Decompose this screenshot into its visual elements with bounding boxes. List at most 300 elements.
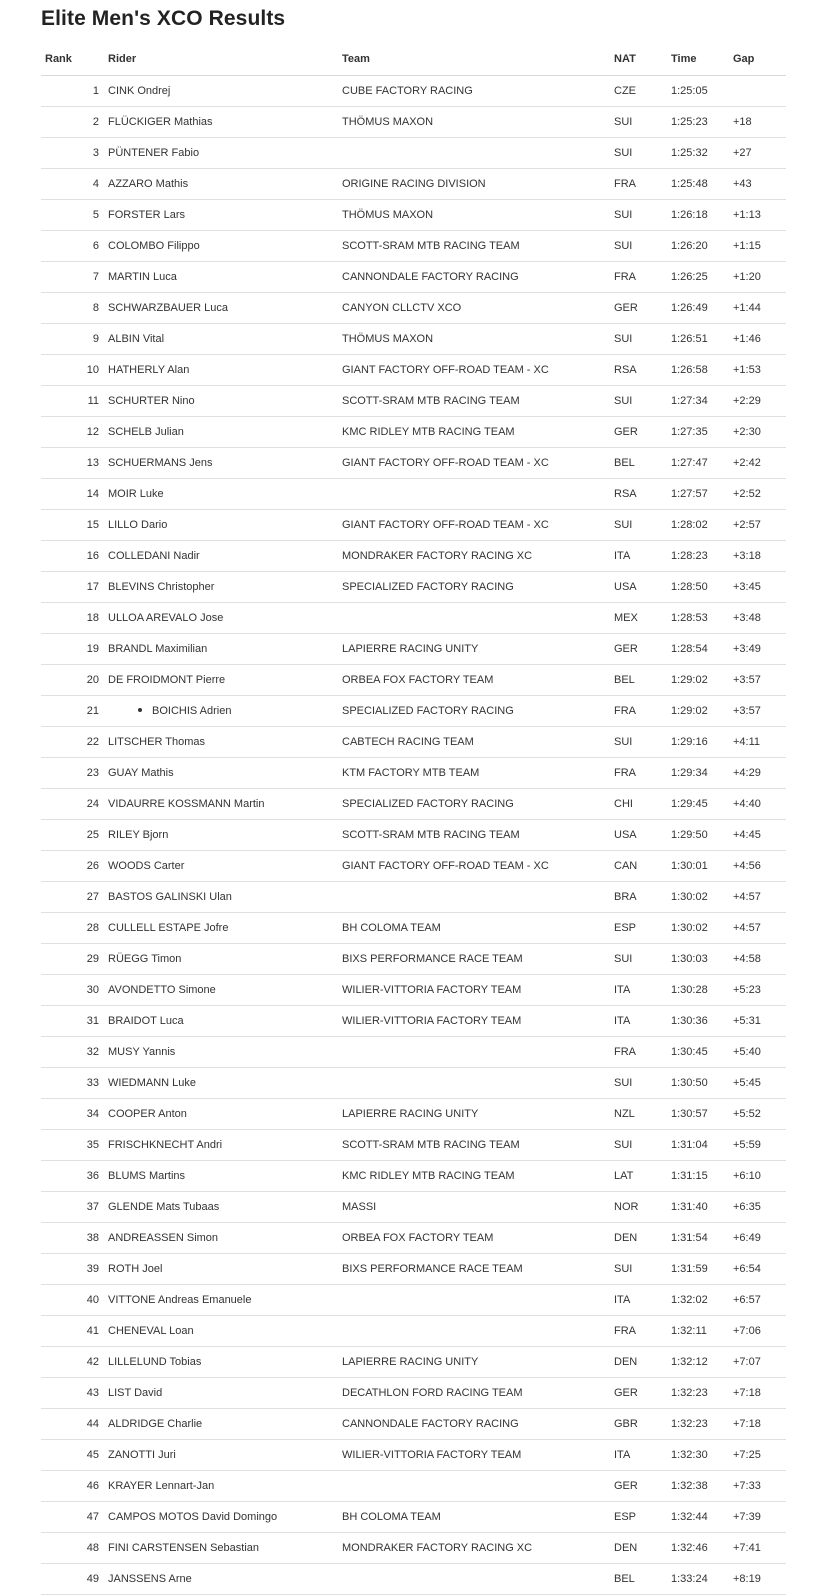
cell-team: THÖMUS MAXON [342, 209, 434, 221]
cell-rank: 3 [92, 147, 99, 159]
cell-team: LAPIERRE RACING UNITY [342, 1356, 479, 1368]
cell-nat: CAN [614, 860, 638, 872]
cell-team: ORBEA FOX FACTORY TEAM [342, 674, 494, 686]
cell-rider: ALDRIDGE Charlie [108, 1418, 203, 1430]
cell-rider: MOIR Luke [108, 488, 164, 500]
cell-rider: CINK Ondrej [108, 85, 171, 97]
cell-nat: SUI [614, 736, 633, 748]
cell-rider: JANSSENS Arne [108, 1573, 192, 1585]
table-row [41, 76, 786, 107]
cell-rider: BLEVINS Christopher [108, 581, 215, 593]
cell-gap: +27 [733, 147, 752, 159]
cell-rider: VITTONE Andreas Emanuele [108, 1294, 252, 1306]
cell-time: 1:25:32 [671, 147, 708, 159]
cell-time: 1:32:46 [671, 1542, 708, 1554]
table-row [41, 200, 786, 231]
cell-rider: FORSTER Lars [108, 209, 186, 221]
cell-rider: BLUMS Martins [108, 1170, 186, 1182]
cell-rank: 36 [86, 1170, 99, 1182]
table-row [41, 138, 786, 169]
cell-time: 1:32:44 [671, 1511, 708, 1523]
cell-gap: +18 [733, 116, 752, 128]
cell-gap: +7:41 [733, 1542, 761, 1554]
cell-rank: 14 [86, 488, 99, 500]
cell-nat: ESP [614, 922, 637, 934]
table-row [41, 882, 786, 913]
table-row [41, 634, 786, 665]
cell-rank: 32 [86, 1046, 99, 1058]
table-row [41, 293, 786, 324]
cell-nat: SUI [614, 395, 633, 407]
cell-time: 1:28:02 [671, 519, 708, 531]
cell-team: MONDRAKER FACTORY RACING XC [342, 1542, 533, 1554]
cell-nat: BRA [614, 891, 637, 903]
table-row [41, 448, 786, 479]
cell-rank: 24 [86, 798, 99, 810]
cell-gap: +4:57 [733, 891, 761, 903]
cell-rank: 7 [92, 271, 99, 283]
cell-rank: 2 [92, 116, 99, 128]
cell-team: GIANT FACTORY OFF-ROAD TEAM - XC [342, 457, 549, 469]
header-gap: Gap [733, 53, 755, 65]
cell-nat: ESP [614, 1511, 637, 1523]
cell-gap: +7:25 [733, 1449, 761, 1461]
cell-rider: RILEY Bjorn [108, 829, 169, 841]
table-row [41, 1564, 786, 1595]
cell-gap: +4:29 [733, 767, 761, 779]
cell-nat: ITA [614, 1449, 631, 1461]
cell-rider: BASTOS GALINSKI Ulan [108, 891, 232, 903]
cell-gap: +3:48 [733, 612, 761, 624]
cell-time: 1:25:48 [671, 178, 708, 190]
table-row [41, 510, 786, 541]
table-row [41, 1037, 786, 1068]
cell-rank: 20 [86, 674, 99, 686]
cell-rider: COLOMBO Filippo [108, 240, 200, 252]
cell-rider: PÜNTENER Fabio [108, 147, 200, 159]
table-row [41, 107, 786, 138]
cell-rank: 31 [86, 1015, 99, 1027]
cell-rider: ULLOA AREVALO Jose [108, 612, 224, 624]
cell-rider: MUSY Yannis [108, 1046, 176, 1058]
cell-team: WILIER-VITTORIA FACTORY TEAM [342, 1449, 522, 1461]
cell-gap: +2:57 [733, 519, 761, 531]
cell-gap: +7:07 [733, 1356, 761, 1368]
cell-time: 1:31:15 [671, 1170, 708, 1182]
cell-nat: MEX [614, 612, 638, 624]
cell-time: 1:31:04 [671, 1139, 708, 1151]
cell-team: KMC RIDLEY MTB RACING TEAM [342, 426, 515, 438]
cell-rider: SCHURTER Nino [108, 395, 195, 407]
table-row [41, 262, 786, 293]
table-row [41, 696, 786, 727]
cell-time: 1:26:18 [671, 209, 708, 221]
table-row [41, 758, 786, 789]
cell-time: 1:25:05 [671, 85, 708, 97]
cell-team: MONDRAKER FACTORY RACING XC [342, 550, 533, 562]
cell-gap: +4:57 [733, 922, 761, 934]
cell-nat: RSA [614, 488, 637, 500]
cell-rider: LILLELUND Tobias [108, 1356, 202, 1368]
cell-time: 1:30:01 [671, 860, 708, 872]
table-row [41, 1068, 786, 1099]
table-row [41, 820, 786, 851]
cell-gap: +4:56 [733, 860, 761, 872]
cell-rider [108, 696, 231, 726]
cell-team: ORIGINE RACING DIVISION [342, 178, 486, 190]
cell-nat: CHI [614, 798, 633, 810]
cell-gap: +4:11 [733, 736, 761, 748]
cell-rider: FRISCHKNECHT Andri [108, 1139, 223, 1151]
cell-rank: 15 [86, 519, 99, 531]
cell-gap: +4:45 [733, 829, 761, 841]
header-team: Team [342, 53, 370, 65]
cell-rider: FLÜCKIGER Mathias [108, 116, 213, 128]
cell-nat: DEN [614, 1542, 638, 1554]
cell-time: 1:29:02 [671, 674, 708, 686]
cell-rank: 21 [86, 705, 99, 717]
cell-gap: +7:18 [733, 1418, 761, 1430]
cell-rider: HATHERLY Alan [108, 364, 190, 376]
cell-time: 1:32:12 [671, 1356, 708, 1368]
cell-team: SCOTT-SRAM MTB RACING TEAM [342, 829, 520, 841]
cell-rider: WIEDMANN Luke [108, 1077, 197, 1089]
cell-rank: 9 [92, 333, 99, 345]
cell-rider: COLLEDANI Nadir [108, 550, 200, 562]
cell-rider: DE FROIDMONT Pierre [108, 674, 226, 686]
cell-nat: SUI [614, 333, 633, 345]
cell-rank: 48 [86, 1542, 99, 1554]
cell-gap: +1:46 [733, 333, 761, 345]
cell-gap: +4:40 [733, 798, 761, 810]
cell-time: 1:29:02 [671, 705, 708, 717]
cell-time: 1:30:28 [671, 984, 708, 996]
cell-team: WILIER-VITTORIA FACTORY TEAM [342, 984, 522, 996]
cell-rank: 42 [86, 1356, 99, 1368]
header-time: Time [671, 53, 697, 65]
cell-time: 1:29:16 [671, 736, 708, 748]
table-row [41, 1223, 786, 1254]
cell-gap: +3:45 [733, 581, 761, 593]
cell-rider: AZZARO Mathis [108, 178, 189, 190]
table-row [41, 169, 786, 200]
page-title: Elite Men's XCO Results [41, 7, 286, 30]
cell-nat: FRA [614, 271, 636, 283]
cell-rider: LITSCHER Thomas [108, 736, 205, 748]
cell-gap: +7:06 [733, 1325, 761, 1337]
cell-nat: SUI [614, 1263, 633, 1275]
cell-rank: 39 [86, 1263, 99, 1275]
cell-time: 1:30:45 [671, 1046, 708, 1058]
table-row [41, 1471, 786, 1502]
cell-rider: CAMPOS MOTOS David Domingo [108, 1511, 278, 1523]
cell-gap: +7:39 [733, 1511, 761, 1523]
table-row [41, 324, 786, 355]
header-nat: NAT [614, 53, 636, 65]
cell-team: CANYON CLLCTV XCO [342, 302, 462, 314]
table-row [41, 1347, 786, 1378]
cell-nat: GER [614, 643, 638, 655]
cell-rider: SCHUERMANS Jens [108, 457, 213, 469]
cell-gap: +1:20 [733, 271, 761, 283]
cell-rank: 34 [86, 1108, 99, 1120]
cell-nat: BEL [614, 457, 635, 469]
cell-nat: NZL [614, 1108, 635, 1120]
cell-gap: +1:15 [733, 240, 761, 252]
cell-time: 1:26:25 [671, 271, 708, 283]
rider-name: BOICHIS Adrien [152, 705, 232, 717]
cell-gap: +5:52 [733, 1108, 761, 1120]
cell-team: SCOTT-SRAM MTB RACING TEAM [342, 1139, 520, 1151]
cell-rank: 29 [86, 953, 99, 965]
table-row [41, 1440, 786, 1471]
table-row [41, 541, 786, 572]
table-body [41, 76, 786, 1595]
cell-rank: 23 [86, 767, 99, 779]
table-row [41, 479, 786, 510]
cell-rank: 28 [86, 922, 99, 934]
cell-rank: 19 [86, 643, 99, 655]
cell-team: GIANT FACTORY OFF-ROAD TEAM - XC [342, 860, 549, 872]
cell-rider: LILLO Dario [108, 519, 168, 531]
cell-team: CUBE FACTORY RACING [342, 85, 473, 97]
cell-rider: GUAY Mathis [108, 767, 174, 779]
cell-gap: +2:30 [733, 426, 761, 438]
cell-nat: SUI [614, 240, 633, 252]
cell-rank: 12 [86, 426, 99, 438]
cell-team: CABTECH RACING TEAM [342, 736, 474, 748]
table-row [41, 1285, 786, 1316]
cell-rider: KRAYER Lennart-Jan [108, 1480, 215, 1492]
cell-nat: BEL [614, 674, 635, 686]
cell-time: 1:27:57 [671, 488, 708, 500]
cell-rank: 25 [86, 829, 99, 841]
cell-gap: +3:18 [733, 550, 761, 562]
cell-team: GIANT FACTORY OFF-ROAD TEAM - XC [342, 364, 549, 376]
cell-gap: +6:10 [733, 1170, 761, 1182]
table-row [41, 231, 786, 262]
cell-nat: SUI [614, 519, 633, 531]
cell-time: 1:26:58 [671, 364, 708, 376]
cell-gap: +1:13 [733, 209, 761, 221]
cell-rider: ROTH Joel [108, 1263, 163, 1275]
cell-time: 1:30:02 [671, 922, 708, 934]
cell-rank: 40 [86, 1294, 99, 1306]
cell-rider: CULLELL ESTAPE Jofre [108, 922, 229, 934]
cell-nat: GER [614, 302, 638, 314]
cell-team: CANNONDALE FACTORY RACING [342, 271, 519, 283]
cell-rank: 8 [92, 302, 99, 314]
cell-nat: NOR [614, 1201, 639, 1213]
cell-time: 1:30:50 [671, 1077, 708, 1089]
cell-nat: SUI [614, 116, 633, 128]
cell-team: BIXS PERFORMANCE RACE TEAM [342, 1263, 523, 1275]
cell-gap: +7:18 [733, 1387, 761, 1399]
cell-time: 1:32:23 [671, 1418, 708, 1430]
cell-team: BH COLOMA TEAM [342, 922, 441, 934]
cell-rider: COOPER Anton [108, 1108, 187, 1120]
cell-time: 1:27:35 [671, 426, 708, 438]
cell-nat: ITA [614, 550, 631, 562]
cell-rider: BRANDL Maximilian [108, 643, 208, 655]
cell-team: LAPIERRE RACING UNITY [342, 643, 479, 655]
cell-nat: SUI [614, 1139, 633, 1151]
table-row [41, 1254, 786, 1285]
table-row [41, 727, 786, 758]
cell-time: 1:31:54 [671, 1232, 708, 1244]
cell-gap: +5:23 [733, 984, 761, 996]
table-row [41, 572, 786, 603]
table-row [41, 386, 786, 417]
cell-team: GIANT FACTORY OFF-ROAD TEAM - XC [342, 519, 549, 531]
cell-nat: FRA [614, 1325, 636, 1337]
cell-rank: 46 [86, 1480, 99, 1492]
cell-team: THÖMUS MAXON [342, 116, 434, 128]
cell-rank: 13 [86, 457, 99, 469]
cell-time: 1:30:57 [671, 1108, 708, 1120]
cell-time: 1:28:54 [671, 643, 708, 655]
cell-team: DECATHLON FORD RACING TEAM [342, 1387, 523, 1399]
cell-nat: USA [614, 829, 637, 841]
cell-rider: SCHWARZBAUER Luca [108, 302, 229, 314]
cell-gap: +4:58 [733, 953, 761, 965]
cell-team: SPECIALIZED FACTORY RACING [342, 705, 514, 717]
cell-nat: SUI [614, 1077, 633, 1089]
cell-rider: GLENDE Mats Tubaas [108, 1201, 220, 1213]
cell-nat: USA [614, 581, 637, 593]
table-row [41, 913, 786, 944]
cell-time: 1:26:51 [671, 333, 708, 345]
cell-rank: 49 [86, 1573, 99, 1585]
cell-nat: SUI [614, 147, 633, 159]
cell-nat: DEN [614, 1232, 638, 1244]
table-row [41, 1378, 786, 1409]
table-row [41, 1409, 786, 1440]
table-row [41, 1533, 786, 1564]
table-row [41, 603, 786, 634]
cell-time: 1:31:40 [671, 1201, 708, 1213]
table-row [41, 1099, 786, 1130]
cell-nat: SUI [614, 953, 633, 965]
cell-rank: 43 [86, 1387, 99, 1399]
table-header [41, 44, 786, 76]
cell-rank: 33 [86, 1077, 99, 1089]
cell-gap: +3:57 [733, 705, 761, 717]
results-table [41, 44, 786, 1595]
cell-team: WILIER-VITTORIA FACTORY TEAM [342, 1015, 522, 1027]
cell-rank: 1 [92, 85, 99, 97]
cell-time: 1:32:23 [671, 1387, 708, 1399]
cell-rank: 18 [86, 612, 99, 624]
cell-rank: 44 [86, 1418, 99, 1430]
cell-gap: +1:53 [733, 364, 761, 376]
cell-nat: SUI [614, 209, 633, 221]
cell-gap: +7:33 [733, 1480, 761, 1492]
table-row [41, 417, 786, 448]
cell-gap: +8:19 [733, 1573, 761, 1585]
table-row [41, 1502, 786, 1533]
cell-time: 1:25:23 [671, 116, 708, 128]
cell-rank: 10 [86, 364, 99, 376]
cell-time: 1:32:11 [671, 1325, 707, 1337]
cell-gap: +43 [733, 178, 752, 190]
cell-gap: +5:31 [733, 1015, 761, 1027]
cell-time: 1:32:02 [671, 1294, 708, 1306]
cell-time: 1:29:45 [671, 798, 708, 810]
table-row [41, 851, 786, 882]
cell-rider: LIST David [108, 1387, 163, 1399]
cell-nat: GER [614, 1387, 638, 1399]
cell-gap: +3:57 [733, 674, 761, 686]
cell-time: 1:32:38 [671, 1480, 708, 1492]
cell-team: SCOTT-SRAM MTB RACING TEAM [342, 240, 520, 252]
table-row [41, 355, 786, 386]
cell-rank: 47 [86, 1511, 99, 1523]
table-row [41, 1192, 786, 1223]
cell-rank: 6 [92, 240, 99, 252]
cell-rank: 26 [86, 860, 99, 872]
table-row [41, 975, 786, 1006]
cell-team: BIXS PERFORMANCE RACE TEAM [342, 953, 523, 965]
cell-gap: +1:44 [733, 302, 761, 314]
cell-nat: FRA [614, 1046, 636, 1058]
cell-time: 1:26:49 [671, 302, 708, 314]
cell-nat: DEN [614, 1356, 638, 1368]
cell-time: 1:32:30 [671, 1449, 708, 1461]
cell-rider: AVONDETTO Simone [108, 984, 216, 996]
cell-rank: 22 [86, 736, 99, 748]
cell-team: SPECIALIZED FACTORY RACING [342, 581, 514, 593]
cell-gap: +6:49 [733, 1232, 761, 1244]
table-row [41, 944, 786, 975]
cell-rank: 41 [86, 1325, 99, 1337]
cell-rank: 37 [86, 1201, 99, 1213]
cell-gap: +2:29 [733, 395, 761, 407]
cell-rank: 16 [86, 550, 99, 562]
cell-rider: ANDREASSEN Simon [108, 1232, 219, 1244]
header-rider: Rider [108, 53, 137, 65]
cell-rider: MARTIN Luca [108, 271, 177, 283]
table-row [41, 665, 786, 696]
cell-nat: ITA [614, 1015, 631, 1027]
cell-nat: GBR [614, 1418, 638, 1430]
cell-time: 1:28:50 [671, 581, 708, 593]
cell-team: SPECIALIZED FACTORY RACING [342, 798, 514, 810]
bullet-icon [138, 708, 142, 712]
cell-nat: FRA [614, 767, 636, 779]
cell-team: KTM FACTORY MTB TEAM [342, 767, 480, 779]
cell-time: 1:27:34 [671, 395, 708, 407]
cell-team: KMC RIDLEY MTB RACING TEAM [342, 1170, 515, 1182]
cell-rider: ALBIN Vital [108, 333, 165, 345]
cell-time: 1:30:02 [671, 891, 708, 903]
cell-rank: 45 [86, 1449, 99, 1461]
cell-rank: 27 [86, 891, 99, 903]
cell-rider: SCHELB Julian [108, 426, 184, 438]
cell-nat: LAT [614, 1170, 634, 1182]
cell-team: BH COLOMA TEAM [342, 1511, 441, 1523]
cell-time: 1:33:24 [671, 1573, 708, 1585]
cell-rider: FINI CARSTENSEN Sebastian [108, 1542, 259, 1554]
cell-rank: 35 [86, 1139, 99, 1151]
cell-rider: CHENEVAL Loan [108, 1325, 194, 1337]
cell-nat: GER [614, 426, 638, 438]
table-row [41, 1161, 786, 1192]
cell-gap: +5:40 [733, 1046, 761, 1058]
cell-rider: RÜEGG Timon [108, 953, 182, 965]
cell-rank: 17 [86, 581, 99, 593]
cell-gap: +3:49 [733, 643, 761, 655]
